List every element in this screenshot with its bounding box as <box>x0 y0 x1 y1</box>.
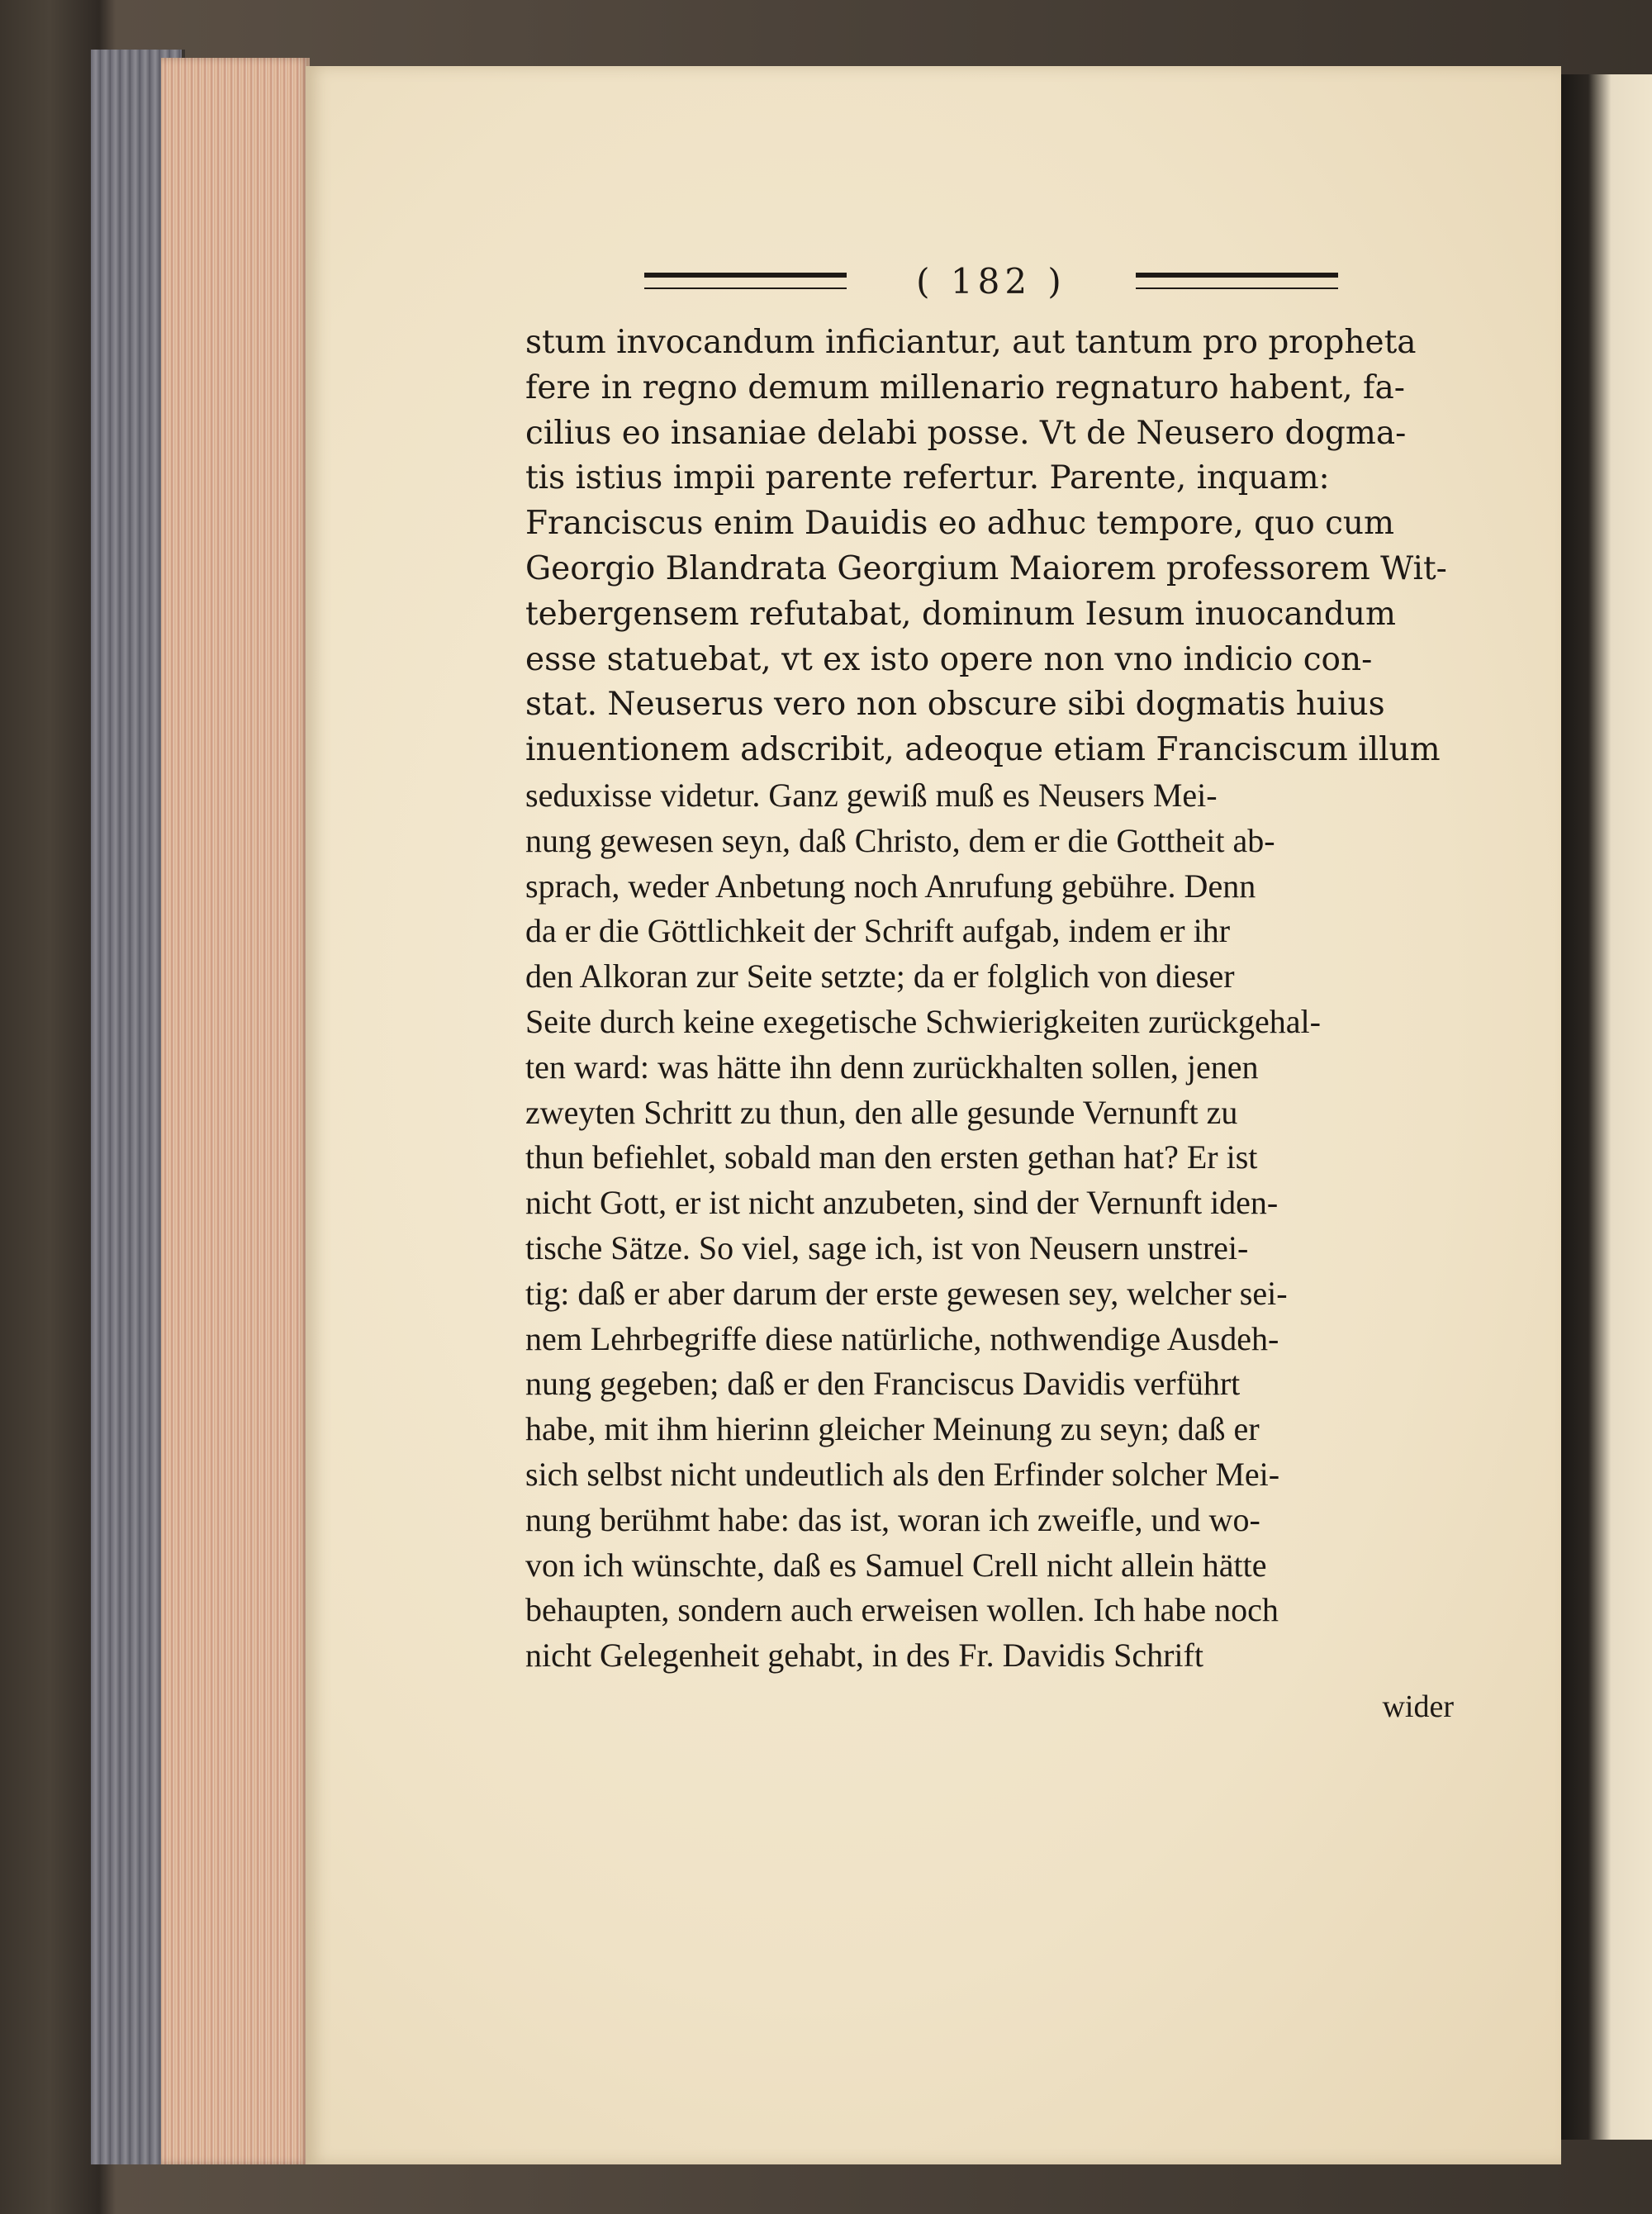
body-text <box>525 321 1455 1679</box>
text-line: da er die Göttlichkeit der Schrift aufgab, indem er ihr <box>525 912 1231 950</box>
text-line: nicht Gelegenheit gehabt, in des Fr. Davidis Schrift <box>525 1637 1203 1675</box>
text-line: tische Sätze. So viel, sage ich, ist von Neusern unstrei- <box>525 1228 1249 1266</box>
text-line: sprach, weder Anbetung noch Anrufung gebühre. Denn <box>525 867 1256 905</box>
header-rule-left <box>644 273 847 289</box>
text-line: seduxisse videtur. Ganz gewiß muß es Neusers Mei- <box>525 776 1218 814</box>
page-header <box>644 256 1338 306</box>
catchword: wider <box>1382 1689 1454 1724</box>
text-line: den Alkoran zur Seite setzte; da er folglich von dieser <box>525 957 1235 995</box>
text-line: fere in regno demum millenario regnaturo habent, fa- <box>525 368 1405 406</box>
page-number: ( 182 ) <box>916 260 1066 302</box>
text-line: behaupten, sondern auch erweisen wollen. Ich habe noch <box>525 1591 1279 1629</box>
text-line: tig: daß er aber darum der erste gewesen sey, welcher sei- <box>525 1274 1288 1312</box>
text-line: nung gewesen seyn, daß Christo, dem er die Gottheit ab- <box>525 821 1275 859</box>
text-line: Georgio Blandrata Georgium Maiorem professorem Wit- <box>525 549 1447 587</box>
text-line: ten ward: was hätte ihn denn zurückhalten sollen, jenen <box>525 1048 1259 1086</box>
text-line: habe, mit ihm hierinn gleicher Meinung zu seyn; daß er <box>525 1410 1260 1448</box>
text-line: tebergensem refutabat, dominum Iesum inuocandum <box>525 595 1396 633</box>
text-line: Franciscus enim Dauidis eo adhuc tempore, quo cum <box>525 505 1395 543</box>
text-line: thun befiehlet, sobald man den ersten gethan hat? Er ist <box>525 1138 1258 1176</box>
text-line: nicht Gott, er ist nicht anzubeten, sind der Vernunft iden- <box>525 1184 1279 1222</box>
text-line: zweyten Schritt zu thun, den alle gesunde Vernunft zu <box>525 1093 1238 1131</box>
text-line: nem Lehrbegriffe diese natürliche, nothwendige Ausdeh- <box>525 1319 1279 1357</box>
text-line: nung gegeben; daß er den Franciscus Davidis verführt <box>525 1365 1241 1403</box>
text-line: stat. Neuserus vero non obscure sibi dogmatis huius <box>525 686 1385 724</box>
text-line: stum invocandum inficiantur, aut tantum pro propheta <box>525 324 1417 361</box>
text-line: cilius eo insaniae delabi posse. Vt de Neusero dogma- <box>525 414 1407 452</box>
text-line: esse statuebat, vt ex isto opere non vno indicio con- <box>525 640 1373 678</box>
text-line: tis istius impii parente refertur. Parente, inquam: <box>525 459 1330 497</box>
page-block-edges <box>161 58 310 2164</box>
text-line: inuentionem adscribit, adeoque etiam Franciscum illum <box>525 731 1441 769</box>
text-line: nung berühmt habe: das ist, woran ich zweifle, und wo- <box>525 1500 1260 1538</box>
text-line: Seite durch keine exegetische Schwierigkeiten zurückgehal- <box>525 1002 1321 1040</box>
text-line: sich selbst nicht undeutlich als den Erfinder solcher Mei- <box>525 1455 1280 1493</box>
text-line: von ich wünschte, daß es Samuel Crell nicht allein hätte <box>525 1546 1267 1584</box>
facing-page-edge <box>1561 74 1652 2140</box>
header-rule-right <box>1136 273 1338 289</box>
